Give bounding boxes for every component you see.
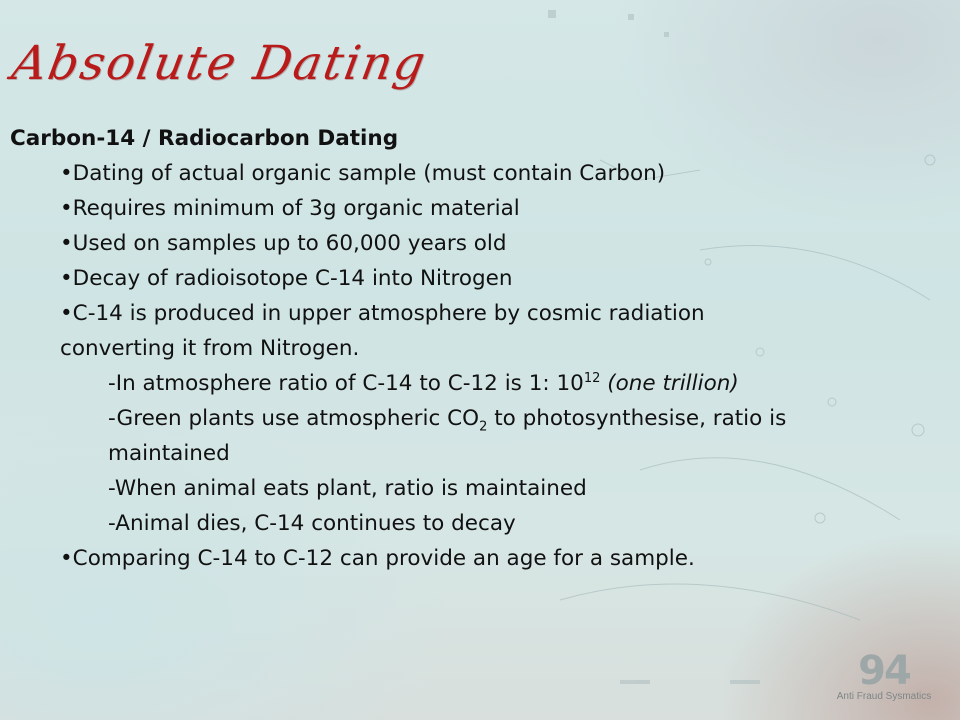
co2-subscript: 2 (479, 419, 488, 435)
ratio-note: (one trillion) (600, 371, 739, 396)
sub-point-animal-dies: -Animal dies, C-14 continues to decay (108, 511, 516, 536)
sub-point-plants-continued: maintained (108, 441, 230, 466)
bullet-organic-sample: •Dating of actual organic sample (must contain Carbon) (60, 161, 666, 186)
logo-text: Anti Fraud Sysmatics (836, 691, 932, 702)
bullet-minimum-material: •Requires minimum of 3g organic material (60, 196, 520, 221)
bullet-age-limit: •Used on samples up to 60,000 years old (60, 231, 507, 256)
logo-mark: 94 (858, 648, 910, 694)
sub-point-ratio (10, 366, 950, 401)
slide-content (10, 121, 950, 576)
bullet-conclusion: •Comparing C-14 to C-12 can provide an age for a sample. (60, 546, 695, 571)
bullet-production-continued: converting it from Nitrogen. (60, 336, 360, 361)
ratio-exponent: 12 (583, 370, 601, 386)
slide-title: Absolute Dating (8, 36, 432, 91)
bullet-production: •C-14 is produced in upper atmosphere by cosmic radiation (60, 301, 705, 326)
ratio-text: -In atmosphere ratio of C-14 to C-12 is 1: 10 (108, 371, 584, 396)
plants-text-suffix: to photosynthesise, ratio is (487, 406, 787, 431)
sub-point-animal-eats: -When animal eats plant, ratio is maintained (108, 476, 587, 501)
slide-subtitle: Carbon-14 / Radiocarbon Dating (10, 126, 399, 151)
bullet-decay: •Decay of radioisotope C-14 into Nitrogen (60, 266, 513, 291)
company-logo (834, 648, 934, 702)
sub-point-plants (10, 401, 950, 436)
plants-text: -Green plants use atmospheric CO (108, 406, 480, 431)
